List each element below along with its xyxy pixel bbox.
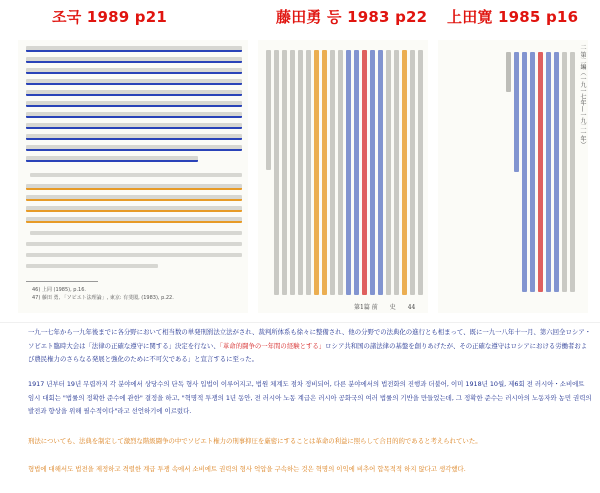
left-text-line [26, 112, 242, 118]
middle-text-column [298, 50, 303, 295]
middle-text-column [394, 50, 399, 295]
middle-text-column [362, 50, 367, 295]
right-text-column [522, 52, 527, 292]
header-right: 上田寛 1985 p16 [447, 8, 579, 26]
left-text-line [30, 231, 242, 235]
middle-text-column [282, 50, 287, 295]
caption-japanese-1 [28, 326, 592, 367]
left-text-line [26, 195, 242, 201]
right-page-scan [438, 40, 588, 313]
right-text-column [538, 52, 543, 292]
right-running-head: 二 第二編（一九一七年—一九二一年） [579, 44, 586, 148]
middle-text-column [370, 50, 375, 295]
middle-text-column [386, 50, 391, 295]
middle-text-column [274, 50, 279, 295]
right-text-column [570, 52, 575, 292]
left-text-line [26, 79, 242, 85]
middle-text-column [338, 50, 343, 295]
footnote-46: 46) 上同 (1985), p.16. [32, 287, 87, 293]
caption-jp1-tail: ロシア共和国の諸法律の基盤を創りあげたが、その正確な遵守はロシアにおける労働者および農民権力のさらなる発展と強化のために不可欠である」と宣言するに至った。 [28, 341, 588, 363]
right-text-column [562, 52, 567, 292]
middle-text-column [322, 50, 327, 295]
left-text-line [26, 217, 242, 223]
right-text-column [514, 52, 519, 172]
left-text-line [26, 264, 158, 268]
middle-text-column [306, 50, 311, 295]
right-text-column [546, 52, 551, 292]
left-page-scan [18, 40, 248, 313]
middle-text-column [314, 50, 319, 295]
middle-text-column [330, 50, 335, 295]
left-text-line [26, 253, 242, 257]
middle-text-column [354, 50, 359, 295]
left-text-line [26, 242, 242, 246]
left-text-line [26, 90, 242, 96]
left-text-line [26, 101, 242, 107]
middle-text-column [418, 50, 423, 295]
footnote-47: 47) 藤田 勇, 「ソビエト法理論」, 東京: 有斐閣, (1983), p.22. [32, 295, 174, 301]
right-text-column [506, 52, 511, 92]
header-middle: 藤田勇 등 1983 p22 [276, 8, 428, 26]
caption-korean-2: 형법에 대해서도 법전을 제정하고 격렬한 계급 투쟁 속에서 소비에트 권력의 형사 억압을 구속하는 것은 혁명의 이익에 비추어 합목적적 하지 않다고 생각했다. [28, 465, 466, 473]
left-text-line [26, 57, 242, 63]
middle-text-column [410, 50, 415, 295]
middle-page-scan [258, 40, 428, 313]
footnote-rule [26, 281, 98, 282]
right-text-column [530, 52, 535, 292]
left-text-line [26, 156, 198, 162]
caption-japanese-2: 刑法についても、法典を制定して激烈な階級闘争の中でソビエト権力の刑事抑圧を厳密にすることは革命の利益に照らして合目的的であると考えられていた。 [28, 437, 482, 445]
header-left: 조국 1989 p21 [52, 8, 167, 26]
section-divider [0, 322, 600, 323]
middle-text-column [290, 50, 295, 295]
middle-page-number: 第1篇 前 史 44 [354, 304, 416, 311]
left-text-line [30, 173, 242, 177]
middle-text-column [378, 50, 383, 295]
left-text-line [26, 184, 242, 190]
left-text-line [26, 206, 242, 212]
right-text-column [554, 52, 559, 292]
caption-jp1-highlight: 「革命的闘争の一年間の経験とする」 [219, 341, 326, 350]
caption-korean-1: 1917 년부터 19년 무렵까지 각 분야에서 상당수의 단독 형사 입법이 이루어지고, 법원 체계도 점차 정비되어, 다른 분야에서의 법전화의 진행과 더불어, 이미 1918년 10월, 제6회 전 러시아・소비에트 임시 대회는 "법률의 정확한 준수에 관한" 결정을 하고, "혁명적 투쟁의 1년 동안, 전 러시아 노동 계급은 러시아 공화국의 여러 법률의 기반을 만들었는데, 그 정확한 준수는 러시아의 노동자와 농민 권력의 발전과 향상을 위해 필수적이다"라고 선언하기에 이르렀다. [28, 380, 592, 415]
left-text-line [26, 134, 242, 140]
left-text-line [26, 68, 242, 74]
middle-text-column [266, 50, 271, 170]
middle-text-column [346, 50, 351, 295]
left-text-line [26, 46, 242, 52]
caption-jp1-text: 一九一七年から一九年後までに各分野において相当数の単発刑罰法立法がされ、裁判所体系も徐々に整備され、他の分野での法典化の進行とも相まって、既に一九一八年十一月、第六回全ロシア・ソビエト臨時大会は「法律の正確な遵守に関する」決定を行ない、 [28, 328, 592, 350]
left-text-line [26, 123, 242, 129]
middle-text-column [402, 50, 407, 295]
left-text-line [26, 145, 242, 151]
